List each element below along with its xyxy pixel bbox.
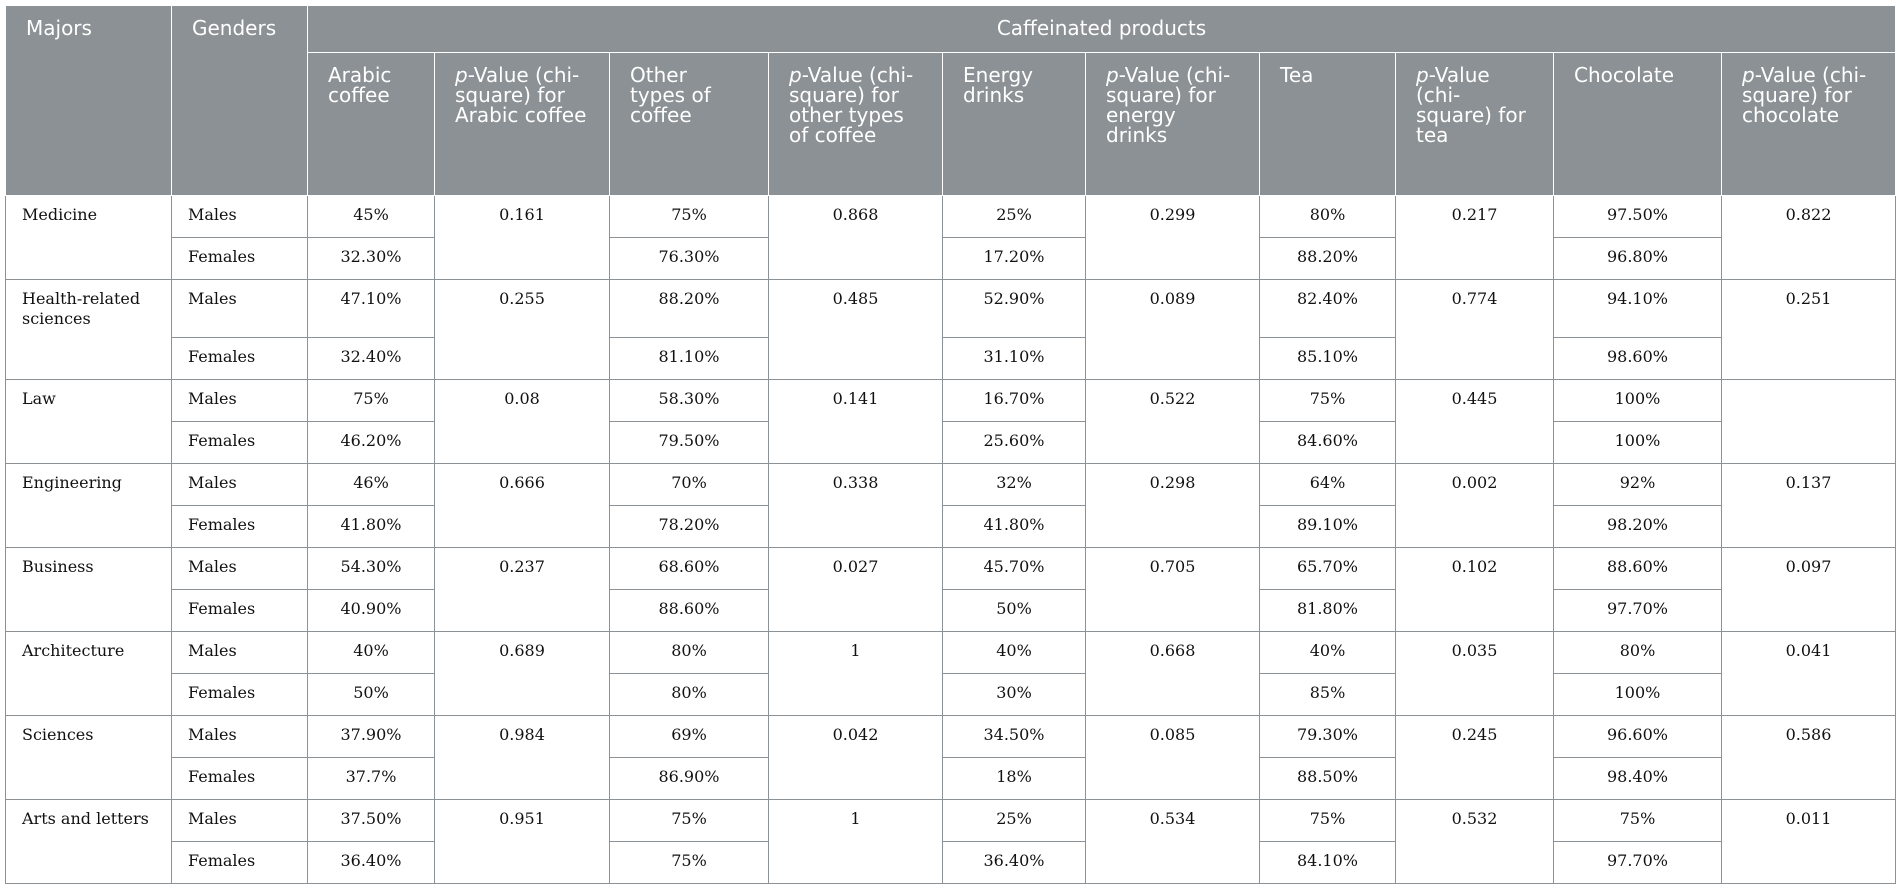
column-header: p-Value (chi-square) for chocolate	[1722, 53, 1896, 196]
percent-cell: 40%	[1260, 632, 1396, 674]
percent-cell: 79.30%	[1260, 716, 1396, 758]
p-value-cell: 0.668	[1086, 632, 1260, 716]
percent-cell: 25%	[943, 800, 1086, 842]
p-value-cell: 0.534	[1086, 800, 1260, 884]
percent-cell: 40%	[308, 632, 435, 674]
column-header: Other types of coffee	[610, 53, 769, 196]
p-value-cell: 0.522	[1086, 380, 1260, 464]
p-value-cell: 0.085	[1086, 716, 1260, 800]
percent-cell: 75%	[610, 842, 769, 884]
percent-cell: 88.60%	[1554, 548, 1722, 590]
column-header: p-Value (chi-square) for other types of coffee	[769, 53, 943, 196]
percent-cell: 88.60%	[610, 590, 769, 632]
percent-cell: 70%	[610, 464, 769, 506]
table-header	[6, 6, 1896, 196]
header-majors: Majors	[6, 6, 172, 196]
percent-cell: 50%	[943, 590, 1086, 632]
p-value-cell: 0.586	[1722, 716, 1896, 800]
table-row	[6, 380, 1896, 422]
gender-cell: Females	[172, 238, 308, 280]
p-value-cell: 0.445	[1396, 380, 1554, 464]
caffeine-consumption-table	[5, 5, 1896, 884]
table-row	[6, 674, 1896, 716]
gender-cell: Females	[172, 506, 308, 548]
table-row	[6, 506, 1896, 548]
gender-cell: Males	[172, 280, 308, 338]
column-header: p-Value (chi-square) for energy drinks	[1086, 53, 1260, 196]
percent-cell: 100%	[1554, 674, 1722, 716]
table-row	[6, 238, 1896, 280]
p-value-cell: 0.002	[1396, 464, 1554, 548]
percent-cell: 81.10%	[610, 338, 769, 380]
percent-cell: 30%	[943, 674, 1086, 716]
gender-cell: Females	[172, 842, 308, 884]
p-value-cell: 0.666	[435, 464, 610, 548]
table-row	[6, 716, 1896, 758]
p-value-cell: 0.532	[1396, 800, 1554, 884]
p-value-cell: 0.255	[435, 280, 610, 380]
percent-cell: 32.40%	[308, 338, 435, 380]
p-value-cell: 1	[769, 800, 943, 884]
percent-cell: 75%	[308, 380, 435, 422]
p-value-cell: 0.027	[769, 548, 943, 632]
column-header: p-Value (chi-square) for Arabic coffee	[435, 53, 610, 196]
gender-cell: Males	[172, 464, 308, 506]
percent-cell: 54.30%	[308, 548, 435, 590]
table-row	[6, 758, 1896, 800]
gender-cell: Females	[172, 338, 308, 380]
p-value-cell: 0.251	[1722, 280, 1896, 380]
percent-cell: 17.20%	[943, 238, 1086, 280]
gender-cell: Males	[172, 632, 308, 674]
percent-cell: 65.70%	[1260, 548, 1396, 590]
gender-cell: Females	[172, 758, 308, 800]
p-value-cell: 0.951	[435, 800, 610, 884]
percent-cell: 40%	[943, 632, 1086, 674]
major-cell: Medicine	[6, 196, 172, 280]
p-value-cell: 0.984	[435, 716, 610, 800]
percent-cell: 76.30%	[610, 238, 769, 280]
percent-cell: 80%	[1260, 196, 1396, 238]
percent-cell: 96.80%	[1554, 238, 1722, 280]
percent-cell: 84.10%	[1260, 842, 1396, 884]
percent-cell: 75%	[610, 800, 769, 842]
percent-cell: 41.80%	[943, 506, 1086, 548]
gender-cell: Females	[172, 590, 308, 632]
table-row	[6, 422, 1896, 464]
p-value-cell: 0.089	[1086, 280, 1260, 380]
p-value-cell: 0.137	[1722, 464, 1896, 548]
p-value-cell: 0.299	[1086, 196, 1260, 280]
percent-cell: 97.50%	[1554, 196, 1722, 238]
percent-cell: 31.10%	[943, 338, 1086, 380]
percent-cell: 18%	[943, 758, 1086, 800]
percent-cell: 69%	[610, 716, 769, 758]
percent-cell: 16.70%	[943, 380, 1086, 422]
percent-cell: 34.50%	[943, 716, 1086, 758]
percent-cell: 88.50%	[1260, 758, 1396, 800]
column-header: Chocolate	[1554, 53, 1722, 196]
percent-cell: 32%	[943, 464, 1086, 506]
percent-cell: 98.40%	[1554, 758, 1722, 800]
percent-cell: 85.10%	[1260, 338, 1396, 380]
percent-cell: 85%	[1260, 674, 1396, 716]
percent-cell: 84.60%	[1260, 422, 1396, 464]
percent-cell: 32.30%	[308, 238, 435, 280]
p-value-cell: 0.774	[1396, 280, 1554, 380]
p-value-cell: 0.689	[435, 632, 610, 716]
p-value-cell: 0.237	[435, 548, 610, 632]
percent-cell: 37.7%	[308, 758, 435, 800]
percent-cell: 94.10%	[1554, 280, 1722, 338]
percent-cell: 25%	[943, 196, 1086, 238]
column-header: Arabic coffee	[308, 53, 435, 196]
percent-cell: 45%	[308, 196, 435, 238]
percent-cell: 86.90%	[610, 758, 769, 800]
p-value-cell: 0.217	[1396, 196, 1554, 280]
major-cell: Sciences	[6, 716, 172, 800]
p-value-cell: 0.011	[1722, 800, 1896, 884]
p-value-cell: 0.141	[769, 380, 943, 464]
percent-cell: 37.50%	[308, 800, 435, 842]
percent-cell: 97.70%	[1554, 842, 1722, 884]
table-row	[6, 464, 1896, 506]
major-cell: Law	[6, 380, 172, 464]
percent-cell: 46.20%	[308, 422, 435, 464]
p-value-cell: 0.161	[435, 196, 610, 280]
gender-cell: Males	[172, 380, 308, 422]
gender-cell: Males	[172, 196, 308, 238]
major-cell: Architecture	[6, 632, 172, 716]
percent-cell: 96.60%	[1554, 716, 1722, 758]
percent-cell: 98.20%	[1554, 506, 1722, 548]
table-row	[6, 632, 1896, 674]
p-value-cell: 0.705	[1086, 548, 1260, 632]
percent-cell: 79.50%	[610, 422, 769, 464]
gender-cell: Females	[172, 422, 308, 464]
percent-cell: 46%	[308, 464, 435, 506]
table-row	[6, 842, 1896, 884]
p-value-cell: 1	[769, 632, 943, 716]
percent-cell: 36.40%	[308, 842, 435, 884]
table-row	[6, 280, 1896, 338]
percent-cell: 58.30%	[610, 380, 769, 422]
percent-cell: 78.20%	[610, 506, 769, 548]
table-row	[6, 548, 1896, 590]
percent-cell: 45.70%	[943, 548, 1086, 590]
major-cell: Engineering	[6, 464, 172, 548]
column-header: p-Value (chi-square) for tea	[1396, 53, 1554, 196]
percent-cell: 100%	[1554, 380, 1722, 422]
percent-cell: 100%	[1554, 422, 1722, 464]
table-body	[6, 196, 1896, 884]
p-value-cell: 0.868	[769, 196, 943, 280]
percent-cell: 50%	[308, 674, 435, 716]
percent-cell: 82.40%	[1260, 280, 1396, 338]
major-cell: Business	[6, 548, 172, 632]
header-genders: Genders	[172, 6, 308, 196]
percent-cell: 92%	[1554, 464, 1722, 506]
gender-cell: Males	[172, 716, 308, 758]
p-value-cell: 0.298	[1086, 464, 1260, 548]
column-header: Tea	[1260, 53, 1396, 196]
percent-cell: 80%	[610, 674, 769, 716]
percent-cell: 40.90%	[308, 590, 435, 632]
percent-cell: 37.90%	[308, 716, 435, 758]
percent-cell: 97.70%	[1554, 590, 1722, 632]
p-value-cell: 0.08	[435, 380, 610, 464]
p-value-cell	[1722, 380, 1896, 464]
p-value-cell: 0.822	[1722, 196, 1896, 280]
p-value-cell: 0.097	[1722, 548, 1896, 632]
percent-cell: 80%	[1554, 632, 1722, 674]
percent-cell: 75%	[1260, 800, 1396, 842]
header-caffeinated-products: Caffeinated products	[308, 6, 1896, 53]
gender-cell: Females	[172, 674, 308, 716]
p-value-cell: 0.102	[1396, 548, 1554, 632]
p-value-cell: 0.485	[769, 280, 943, 380]
column-header: Energy drinks	[943, 53, 1086, 196]
major-cell: Arts and letters	[6, 800, 172, 884]
percent-cell: 98.60%	[1554, 338, 1722, 380]
p-value-cell: 0.042	[769, 716, 943, 800]
p-value-cell: 0.245	[1396, 716, 1554, 800]
percent-cell: 41.80%	[308, 506, 435, 548]
gender-cell: Males	[172, 800, 308, 842]
percent-cell: 36.40%	[943, 842, 1086, 884]
percent-cell: 88.20%	[610, 280, 769, 338]
percent-cell: 25.60%	[943, 422, 1086, 464]
table-row	[6, 800, 1896, 842]
percent-cell: 52.90%	[943, 280, 1086, 338]
gender-cell: Males	[172, 548, 308, 590]
percent-cell: 80%	[610, 632, 769, 674]
percent-cell: 88.20%	[1260, 238, 1396, 280]
percent-cell: 75%	[1260, 380, 1396, 422]
percent-cell: 81.80%	[1260, 590, 1396, 632]
table-row	[6, 338, 1896, 380]
percent-cell: 75%	[1554, 800, 1722, 842]
p-value-cell: 0.338	[769, 464, 943, 548]
percent-cell: 75%	[610, 196, 769, 238]
table-row	[6, 196, 1896, 238]
p-value-cell: 0.041	[1722, 632, 1896, 716]
table-row	[6, 590, 1896, 632]
percent-cell: 89.10%	[1260, 506, 1396, 548]
percent-cell: 68.60%	[610, 548, 769, 590]
percent-cell: 47.10%	[308, 280, 435, 338]
major-cell: Health-related sciences	[6, 280, 172, 380]
percent-cell: 64%	[1260, 464, 1396, 506]
p-value-cell: 0.035	[1396, 632, 1554, 716]
